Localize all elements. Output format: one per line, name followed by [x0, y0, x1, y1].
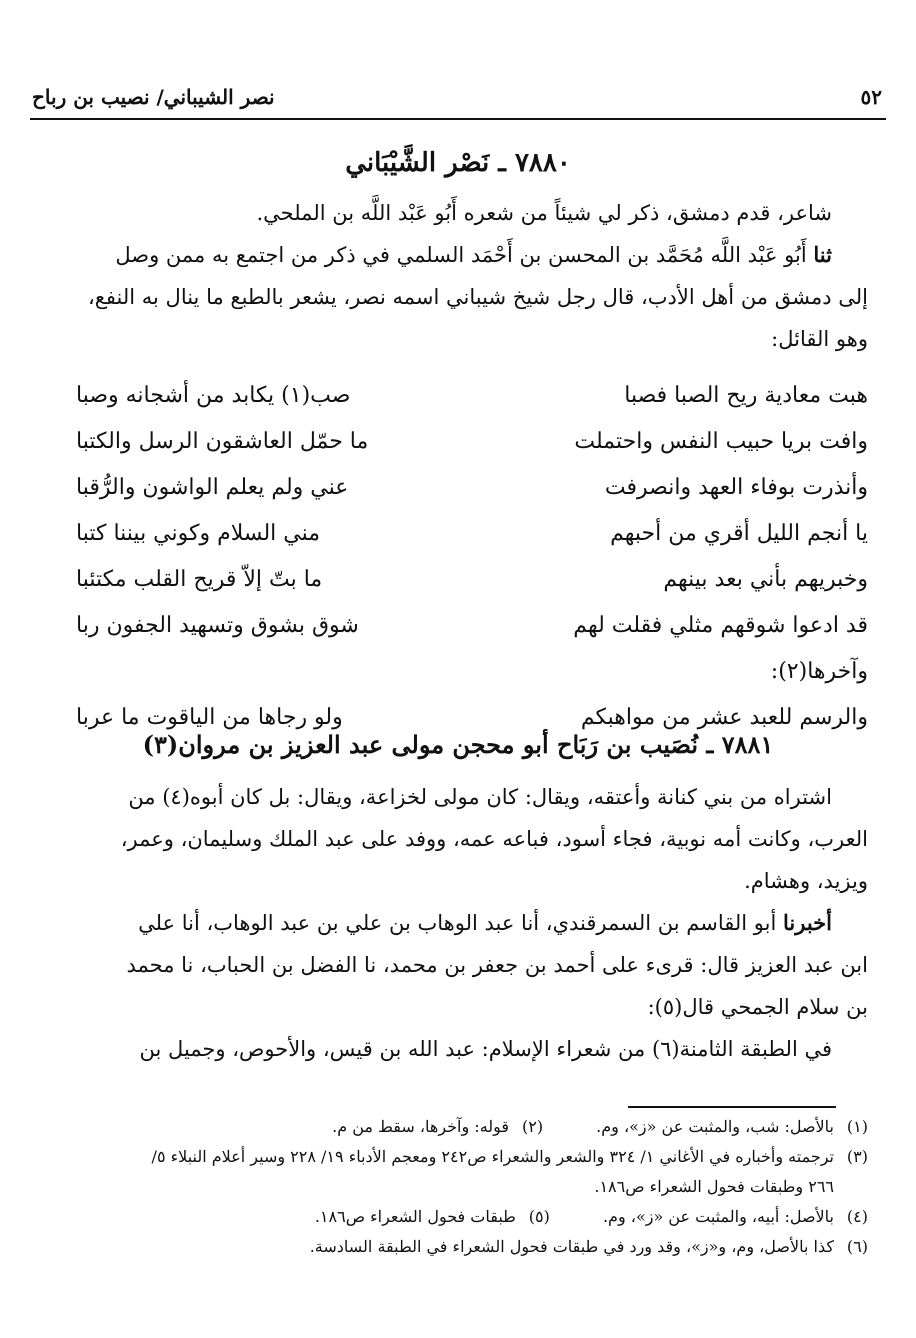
- hemistich-second: صب(١) يكابد من أشجانه وصبا: [76, 382, 351, 408]
- footnote-number: (١): [846, 1117, 868, 1136]
- running-header: [32, 80, 882, 114]
- hemistich-first: وافت بريا حبيب النفس واحتملت: [574, 428, 868, 454]
- header-rule: [30, 118, 886, 120]
- footnote-line: [58, 1112, 868, 1142]
- footnote-text: بالأصل: أبيه، والمثبت عن «ز»، وم.: [602, 1207, 834, 1226]
- poem-verse: [76, 602, 868, 648]
- poem-verse: [76, 556, 868, 602]
- body-line: ويزيد، وهشام.: [744, 869, 868, 893]
- footnote-text: ترجمته وأخباره في الأغاني ١/ ٣٢٤ والشعر والشعراء ص٢٤٢ ومعجم الأدباء ١٩/ ٢٢٨ وسير أعلام النبلاء ٥/: [151, 1147, 834, 1166]
- lead-word: ثنا: [813, 242, 832, 267]
- hemistich-first: وأنذرت بوفاء العهد وانصرفت: [604, 474, 868, 500]
- body-line: بن سلام الجمحي قال(٥):: [647, 995, 868, 1019]
- hemistich-second: شوق بشوق وتسهيد الجفون ربا: [76, 612, 359, 638]
- body-line: وهو القائل:: [771, 327, 868, 351]
- footnote-text: كذا بالأصل، وم، و«ز»، وقد ورد في طبقات فحول الشعراء في الطبقة السادسة.: [309, 1237, 834, 1256]
- hemistich-second: مني السلام وكوني بيننا كتبا: [76, 520, 321, 546]
- hemistich-second: ما حمّل العاشقون الرسل والكتبا: [76, 428, 369, 454]
- running-title: نصر الشيباني/ نصيب بن رباح: [32, 85, 275, 109]
- body-line: ثنا أَبُو عَبْد اللَّه مُحَمَّد بن المحسن بن أَحْمَد السلمي في ذكر من اجتمع به ممن وصل: [115, 242, 832, 267]
- poem-verse: [76, 418, 868, 464]
- poem-note-line: [76, 648, 868, 694]
- page-number: ٥٢: [860, 85, 882, 109]
- entry-title-7880: ٧٨٨٠ ـ نَصْر الشَّيْبَاني: [345, 148, 571, 178]
- entry-7881-body: [68, 776, 868, 1070]
- poem: [76, 372, 868, 740]
- hemistich-second: ولو رجاها من الياقوت ما عربا: [76, 704, 343, 730]
- footnote-text: بالأصل: شب، والمثبت عن «ز»، وم.: [596, 1117, 834, 1136]
- footnote-rule: [628, 1106, 836, 1108]
- body-line: ابن عبد العزيز قال: قرىء على أحمد بن جعفر بن محمد، نا الفضل بن الحباب، نا محمد: [126, 953, 868, 977]
- poem-verse: [76, 510, 868, 556]
- hemistich-second: عني ولم يعلم الواشون والرُّقبا: [76, 474, 349, 500]
- hemistich-first: وخبريهم بأني بعد بينهم: [663, 566, 868, 592]
- body-line: شاعر، قدم دمشق، ذكر لي شيئاً من شعره أَبُو عَبْد اللَّه بن الملحي.: [256, 201, 832, 225]
- poem-verse: [76, 464, 868, 510]
- footnote-number: (٢): [521, 1117, 544, 1136]
- footnote-number: (٦): [846, 1237, 868, 1256]
- footnote-line: [58, 1232, 868, 1262]
- hemistich-first: والرسم للعبد عشر من مواهبكم: [580, 704, 868, 730]
- body-line: العرب، وكانت أمه نوبية، فجاء أسود، فباعه عمه، ووفد على عبد الملك وسليمان، وعمر،: [120, 827, 868, 851]
- body-line: اشتراه من بني كنانة وأعتقه، ويقال: كان مولى لخزاعة، ويقال: بل كان أبوه(٤) من: [128, 785, 832, 809]
- footnote-number: (٣): [846, 1147, 868, 1166]
- footnote-line: [58, 1202, 868, 1232]
- footnote-text: ٢٦٦ وطبقات فحول الشعراء ص١٨٦.: [594, 1177, 834, 1196]
- hemistich-first: يا أنجم الليل أقري من أحبهم: [610, 520, 868, 546]
- footnote-number: (٤): [846, 1207, 868, 1226]
- footnote-text: قوله: وآخرها، سقط من م.: [332, 1117, 510, 1136]
- footnote-line: [58, 1172, 868, 1202]
- hemistich-first: هبت معادية ريح الصبا فصبا: [624, 382, 868, 408]
- footnote-line: [58, 1142, 868, 1172]
- after-poem-text: وآخرها(٢):: [770, 658, 868, 684]
- poem-verse: [76, 372, 868, 418]
- footnote-text: طبقات فحول الشعراء ص١٨٦.: [314, 1207, 516, 1226]
- body-line: إلى دمشق من أهل الأدب، قال رجل شيخ شيباني اسمه نصر، يشعر بالطبع ما ينال به النفع،: [87, 285, 868, 309]
- lead-word: أخبرنا: [783, 910, 832, 935]
- body-line: أخبرنا أبو القاسم بن السمرقندي، أنا عبد الوهاب بن علي بن عبد الوهاب، أنا علي: [138, 910, 832, 935]
- hemistich-first: قد ادعوا شوقهم مثلي فقلت لهم: [573, 612, 868, 638]
- hemistich-second: ما بتّ إلاّ قريح القلب مكتئبا: [76, 566, 323, 592]
- entry-title-7881: ٧٨٨١ ـ نُصَيب بن رَبَاح أبو محجن مولى عبد العزيز بن مروان(٣): [142, 730, 774, 759]
- footnotes: [58, 1112, 868, 1262]
- entry-7880-body: [68, 192, 868, 360]
- footnote-number: (٥): [528, 1207, 550, 1226]
- body-line: في الطبقة الثامنة(٦) من شعراء الإسلام: عبد الله بن قيس، والأحوص، وجميل بن: [139, 1037, 832, 1061]
